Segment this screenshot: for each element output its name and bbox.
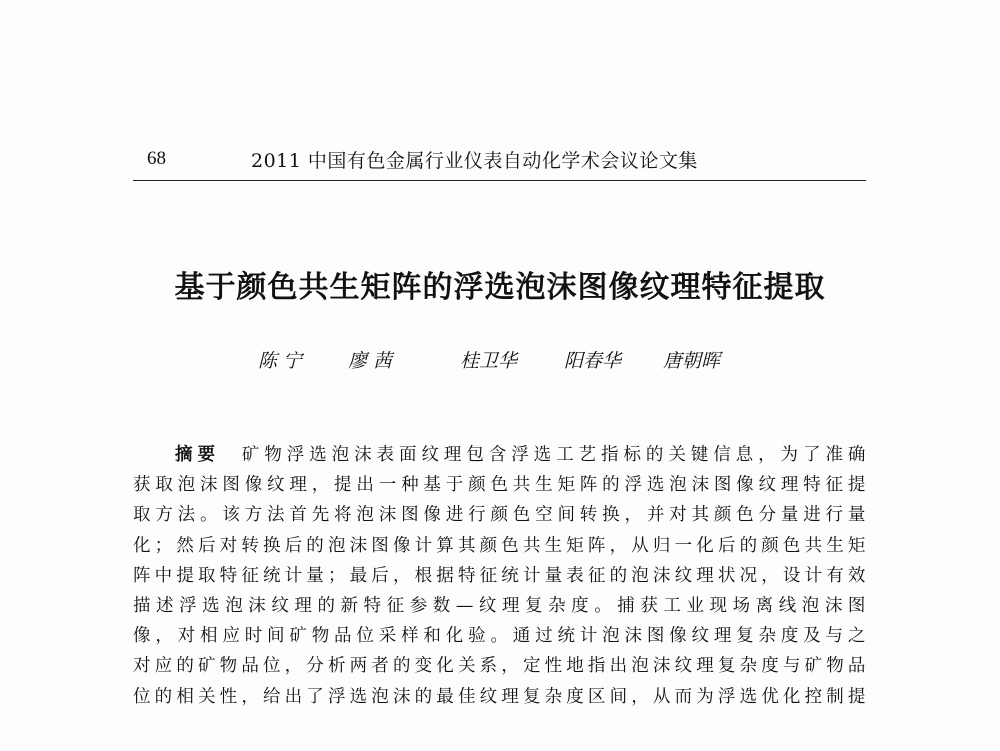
abstract-line: 对应的矿物品位，分析两者的变化关系，定性地指出泡沫纹理复杂度与矿物品: [133, 656, 866, 677]
author-list: [258, 346, 758, 376]
abstract-label: 摘要: [175, 445, 220, 465]
abstract-line: 像，对相应时间矿物品位采样和化验。通过统计泡沫图像纹理复杂度及与之: [133, 626, 866, 647]
running-title: 2011 中国有色金属行业仪表自动化学术会议论文集: [251, 150, 698, 172]
abstract-text: 矿物浮选泡沫表面纹理包含浮选工艺指标的关键信息，为了准确: [241, 445, 866, 465]
abstract: [133, 440, 866, 712]
author-name: 廖 茜: [348, 350, 393, 372]
paper-title: 基于颜色共生矩阵的浮选泡沫图像纹理特征提取: [174, 270, 826, 305]
author-name: 阳春华: [564, 350, 622, 372]
abstract-line: 阵中提取特征统计量；最后，根据特征统计量表征的泡沫纹理状况，设计有效: [133, 565, 866, 586]
running-header: [133, 140, 866, 181]
abstract-line: 描述浮选泡沫纹理的新特征参数—纹理复杂度。捕获工业现场离线泡沫图: [133, 595, 866, 616]
abstract-line: [133, 440, 866, 470]
abstract-line: 化；然后对转换后的泡沫图像计算其颜色共生矩阵，从归一化后的颜色共生矩: [133, 535, 866, 556]
author-name: 陈 宁: [258, 350, 303, 372]
author-name: 唐朝晖: [663, 350, 721, 372]
abstract-line: 取方法。该方法首先将泡沫图像进行颜色空间转换，并对其颜色分量进行量: [133, 505, 866, 526]
author-name: 桂卫华: [460, 350, 518, 372]
page-number: 68: [147, 148, 166, 169]
abstract-line: 位的相关性，给出了浮选泡沫的最佳纹理复杂度区间，从而为浮选优化控制提: [133, 686, 866, 707]
abstract-line: 获取泡沫图像纹理，提出一种基于颜色共生矩阵的浮选泡沫图像纹理特征提: [133, 475, 866, 496]
